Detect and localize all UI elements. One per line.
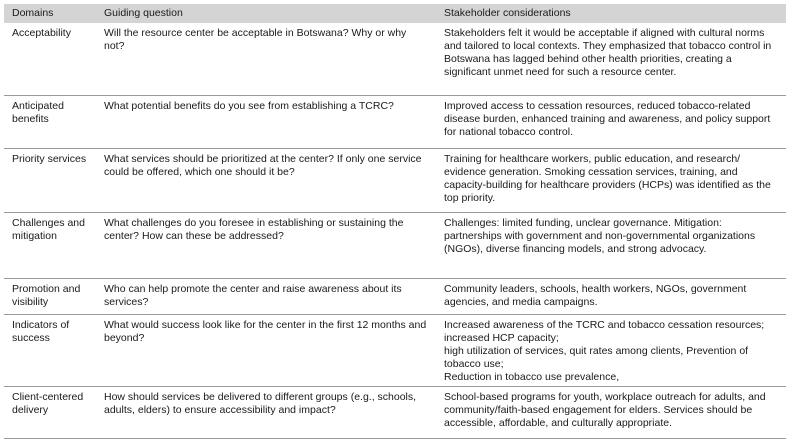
- question-cell: Will the resource center be acceptable in Botswana? Why or why not?: [96, 23, 436, 95]
- table-header: [4, 4, 786, 23]
- domain-cell: Priority services: [4, 148, 96, 212]
- table-row: [4, 314, 786, 386]
- domain-cell: Challenges and mitigation: [4, 212, 96, 278]
- question-cell: What would success look like for the center in the first 12 months and beyond?: [96, 314, 436, 386]
- considerations-cell: School-based programs for youth, workplace outreach for adults, and community/faith-based engagement for elders. Services should be accessible, affordable, and culturally appropriate.: [436, 386, 786, 438]
- table-body: [4, 23, 786, 438]
- table-row: [4, 95, 786, 148]
- considerations-cell: Stakeholders felt it would be acceptable if aligned with cultural norms and tailored to local contexts. They emphasized that tobacco control in Botswana has lagged behind other health priorities, creating a significant unmet need for such a resource center.: [436, 23, 786, 95]
- table-row: [4, 278, 786, 314]
- domain-cell: Promotion and visibility: [4, 278, 96, 314]
- considerations-cell: Increased awareness of the TCRC and tobacco cessation resources; increased HCP capacity; high utilization of services, quit rates among clients, Prevention of tobacco use; Reduction in tobacco use prevalence,: [436, 314, 786, 386]
- question-cell: How should services be delivered to different groups (e.g., schools, adults, elders) to ensure accessibility and impact?: [96, 386, 436, 438]
- considerations-cell: Training for healthcare workers, public education, and research/ evidence generation. Smoking cessation services, training, and capacity-building for healthcare providers (HCPs) was identified as the top priority.: [436, 148, 786, 212]
- table-row: [4, 23, 786, 95]
- domain-cell: Anticipated benefits: [4, 95, 96, 148]
- header-guiding-question: Guiding question: [96, 4, 436, 23]
- table-row: [4, 386, 786, 438]
- header-row: [4, 4, 786, 23]
- considerations-cell: Community leaders, schools, health workers, NGOs, government agencies, and media campaigns.: [436, 278, 786, 314]
- question-cell: Who can help promote the center and raise awareness about its services?: [96, 278, 436, 314]
- question-cell: What challenges do you foresee in establishing or sustaining the center? How can these be addressed?: [96, 212, 436, 278]
- question-cell: What potential benefits do you see from establishing a TCRC?: [96, 95, 436, 148]
- question-cell: What services should be prioritized at the center? If only one service could be offered, which one should it be?: [96, 148, 436, 212]
- header-domains: Domains: [4, 4, 96, 23]
- considerations-cell: Challenges: limited funding, unclear governance. Mitigation: partnerships with government and non-governmental organizations (NGOs), diverse financing models, and strong advocacy.: [436, 212, 786, 278]
- header-stakeholder-considerations: Stakeholder considerations: [436, 4, 786, 23]
- table-row: [4, 148, 786, 212]
- domain-cell: Indicators of success: [4, 314, 96, 386]
- stakeholder-table: [4, 4, 786, 439]
- domain-cell: Acceptability: [4, 23, 96, 95]
- domain-cell: Client-centered delivery: [4, 386, 96, 438]
- table-row: [4, 212, 786, 278]
- considerations-cell: Improved access to cessation resources, reduced tobacco-related disease burden, enhanced training and awareness, and policy support for national tobacco control.: [436, 95, 786, 148]
